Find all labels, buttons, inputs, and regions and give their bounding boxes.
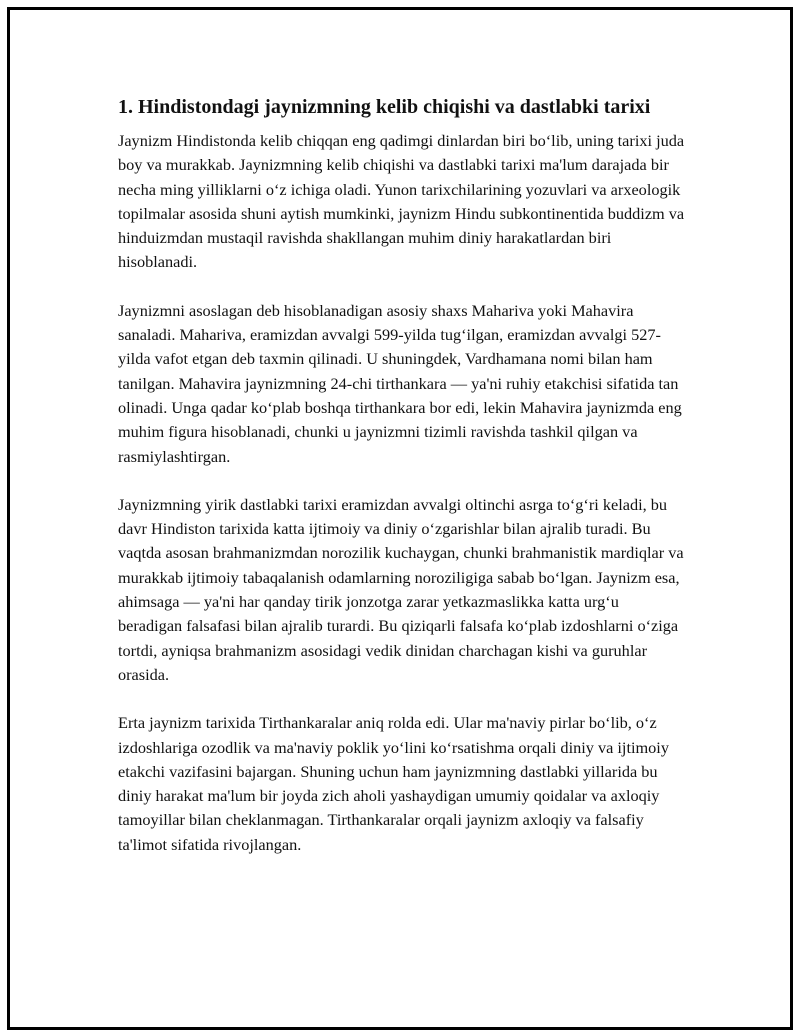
paragraph-2: Jaynizmni asoslagan deb hisoblanadigan asosiy shaxs Mahariva yoki Mahavira sanaladi. Mahariva, eramizdan avvalgi 599-yilda tug‘ilgan, eramizdan avvalgi 527-yilda vafot etgan deb taxmin qilinadi. U shuningdek, Vardhamana nomi bilan ham tanilgan. Mahavira jaynizmning 24-chi tirthankara — ya'ni ruhiy etakchisi sifatida tan olinadi. Unga qadar ko‘plab boshqa tirthankara bor edi, lekin Mahavira jaynizmda eng muhim figura hisoblanadi, chunki u jaynizmni tizimli ravishda tashkil qilgan va rasmiylashtirgan.: [118, 300, 682, 466]
document-body: [110, 93, 685, 881]
paragraph-3: Jaynizmning yirik dastlabki tarixi eramizdan avvalgi oltinchi asrga to‘g‘ri keladi, bu davr Hindiston tarixida katta ijtimoiy va diniy o‘zgarishlar bilan ajralib turadi. Bu vaqtda asosan brahmanizmdan norozilik kuchaygan, chunki brahmanistik mardiqlar va murakkab ijtimoiy tabaqalanish odamlarning noroziligiga sabab bo‘lgan. Jaynizm esa, ahimsaga — ya'ni har qanday tirik jonzotga zarar yetkazmaslikka katta urg‘u beradigan falsafasi bilan ajralib turardi. Bu qiziqarli falsafa ko‘plab izdoshlarni o‘ziga tortdi, ayniqsa brahmanizm asosidagi vedik dinidan charchagan kishi va guruhlar orasida.: [118, 494, 684, 684]
section-heading: 1. Hindistondagi jaynizmning kelib chiqishi va dastlabki tarixi: [118, 96, 651, 118]
paragraph-1: Jaynizm Hindistonda kelib chiqqan eng qadimgi dinlardan biri bo‘lib, uning tarixi juda boy va murakkab. Jaynizmning kelib chiqishi va dastlabki tarixi ma'lum darajada bir necha ming yilliklarni o‘z ichiga oladi. Yunon tarixchilarining yozuvlari va arxeologik topilmalar asosida shuni aytish mumkinki, jaynizm Hindu subkontinentida buddizm va hinduizmdan mustaqil ravishda shakllangan muhim diniy harakatlardan biri hisoblanadi.: [118, 131, 685, 272]
paragraph-4: Erta jaynizm tarixida Tirthankaralar aniq rolda edi. Ular ma'naviy pirlar bo‘lib, o‘z izdoshlariga ozodlik va ma'naviy poklik yo‘lini ko‘rsatishma orqali diniy va ijtimoiy etakchi vazifasini bajargan. Shuning uchun ham jaynizmning dastlabki yillarida bu diniy harakat ma'lum bir joyda zich aholi yashaydigan umumiy qoidalar va axloqiy tamoyillar bilan cheklanmagan. Tirthankaralar orqali jaynizm axloqiy va falsafiy ta'limot sifatida rivojlangan.: [118, 713, 669, 854]
